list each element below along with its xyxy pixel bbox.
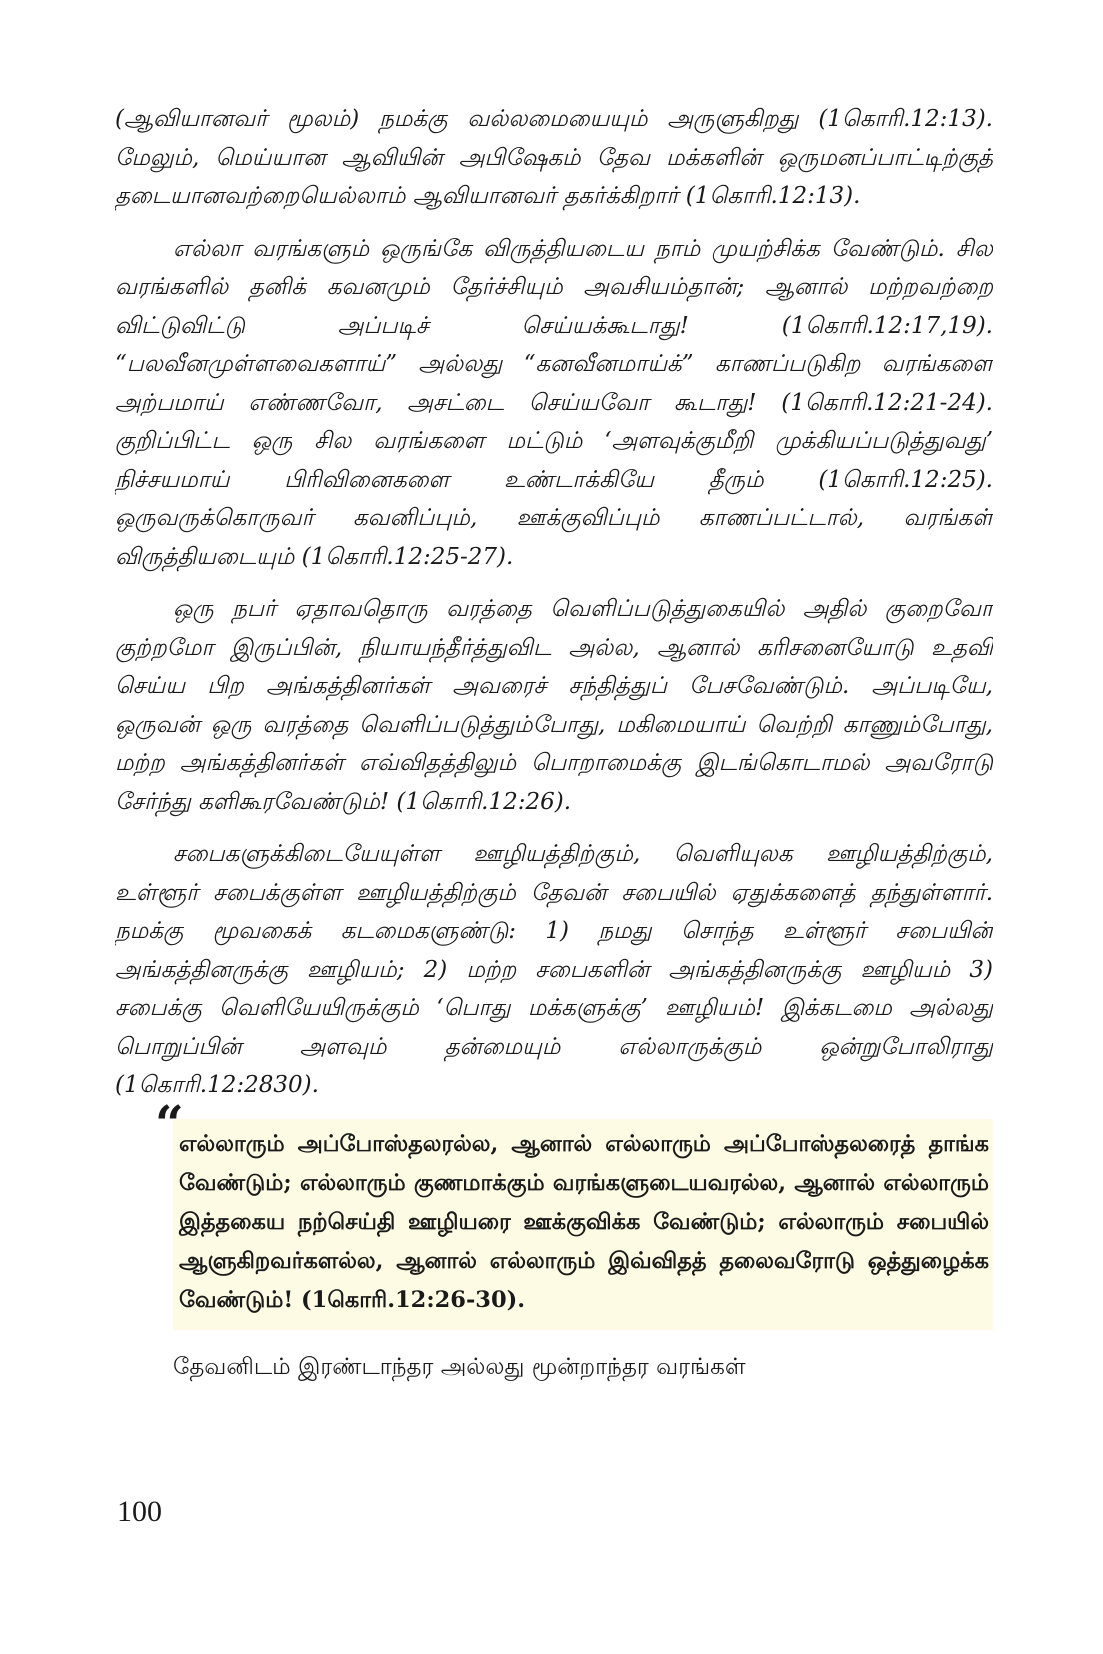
pull-quote-text: எல்லாரும் அப்போஸ்தலரல்ல, ஆனால் எல்லாரும் அப்போஸ்தலரைத் தாங்க வேண்டும்; எல்லாரும் குணமாக்கும் வரங்களுடையவரல்ல, ஆனால் எல்லாரும் இத்தகைய நற்செய்தி ஊழியரை ஊக்குவிக்க வேண்டும்; எல்லாரும் சபையில் ஆளுகிறவர்களல்ல, ஆனால் எல்லாரும் இவ்விதத் தலைவரோடு ஒத்துழைக்க வேண்டும்! (1கொரி.12:26-30).	[173, 1119, 993, 1330]
pull-quote	[115, 1093, 993, 1330]
quote-mark-icon: “	[155, 1093, 184, 1153]
paragraph-5: தேவனிடம் இரண்டாந்தர அல்லது மூன்றாந்தர வரங்கள்	[173, 1353, 746, 1380]
paragraph-4: சபைகளுக்கிடையேயுள்ள ஊழியத்திற்கும், வெளியுலக ஊழியத்திற்கும், உள்ளூர் சபைக்குள்ள ஊழியத்திற்கும் தேவன் சபையில் ஏதுக்களைத் தந்துள்ளார். நமக்கு மூவகைக் கடமைகளுண்டு: 1) நமது சொந்த உள்ளூர் சபையின் அங்கத்தினருக்கு ஊழியம்; 2) மற்ற சபைகளின் அங்கத்தினருக்கு ஊழியம் 3) சபைக்கு வெளியேயிருக்கும் ‘பொது மக்களுக்கு’ ஊழியம்! இக்கடமை அல்லது பொறுப்பின் அளவும் தன்மையும் எல்லாருக்கும் ஒன்றுபோலிராது (1கொரி.12:2830).	[115, 841, 993, 1098]
page-number: 100	[117, 1495, 162, 1528]
paragraph-3: ஒரு நபர் ஏதாவதொரு வரத்தை வெளிப்படுத்துகையில் அதில் குறைவோ குற்றமோ இருப்பின், நியாயந்தீர்த்துவிட அல்ல, ஆனால் கரிசனையோடு உதவி செய்ய பிற அங்கத்தினர்கள் அவரைச் சந்தித்துப் பேசவேண்டும். அப்படியே, ஒருவன் ஒரு வரத்தை வெளிப்படுத்தும்போது, மகிமையாய் வெற்றி காணும்போது, மற்ற அங்கத்தினர்கள் எவ்விதத்திலும் பொறாமைக்கு இடங்கொடாமல் அவரோடு சேர்ந்து களிகூரவேண்டும்! (1கொரி.12:26).	[115, 596, 993, 815]
paragraph-2: எல்லா வரங்களும் ஒருங்கே விருத்தியடைய நாம் முயற்சிக்க வேண்டும். சில வரங்களில் தனிக் கவனமும் தேர்ச்சியும் அவசியம்தான்; ஆனால் மற்றவற்றை விட்டுவிட்டு அப்படிச் செய்யக்கூடாது! (1கொரி.12:17,19). “பலவீனமுள்ளவைகளாய்” அல்லது “கனவீனமாய்க்” காணப்படுகிற வரங்களை அற்பமாய் எண்ணவோ, அசட்டை செய்யவோ கூடாது! (1கொரி.12:21-24). குறிப்பிட்ட ஒரு சில வரங்களை மட்டும் ‘அளவுக்குமீறி முக்கியப்படுத்துவது’ நிச்சயமாய் பிரிவினைகளை உண்டாக்கியே தீரும் (1கொரி.12:25). ஒருவருக்கொருவர் கவனிப்பும், ஊக்குவிப்பும் காணப்பட்டால், வரங்கள் விருத்தியடையும் (1கொரி.12:25-27).	[115, 235, 993, 570]
paragraph-1: (ஆவியானவர் மூலம்) நமக்கு வல்லமையையும் அருளுகிறது (1கொரி.12:13). மேலும், மெய்யான ஆவியின் அபிஷேகம் தேவ மக்களின் ஒருமனப்பாட்டிற்குத் தடையானவற்றையெல்லாம் ஆவியானவர் தகர்க்கிறார் (1கொரி.12:13).	[115, 106, 993, 209]
page-body	[115, 100, 993, 1570]
